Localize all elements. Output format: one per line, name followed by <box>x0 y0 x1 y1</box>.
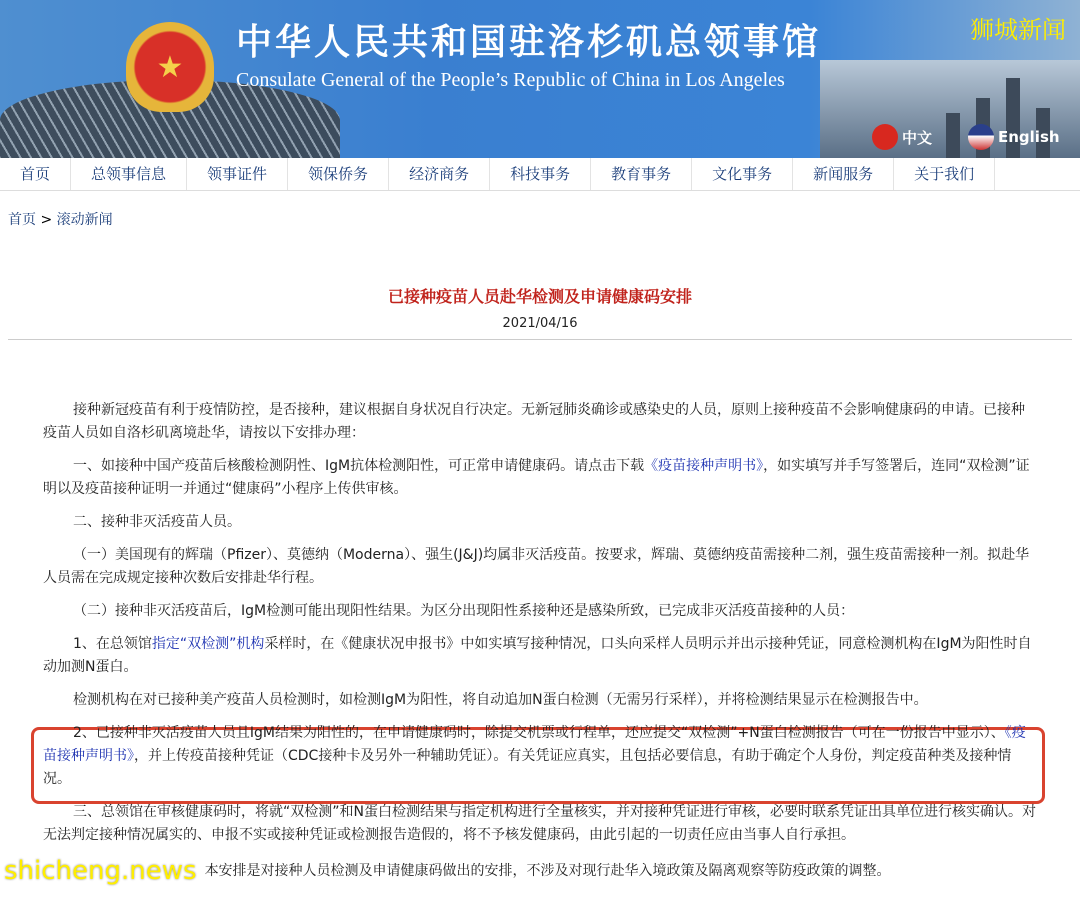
nav-protection[interactable]: 领保侨务 <box>288 158 389 190</box>
paragraph-8: 三、总领馆在审核健康码时，将就“双检测”和N蛋白检测结果与指定机构进行全量核实，并对接种凭证进行审核，必要时联系凭证出具单位进行核实确认。对无法判定接种情况属实的、申报不实或接种凭证或检测报告造假的，将不予核发健康码，由此引起的一切责任应由当事人自行承担。 <box>43 804 1036 843</box>
paragraph-3: （一）美国现有的辉瑞（Pfizer）、莫德纳（Moderna）、强生(J&J)均属非灭活疫苗。按要求，辉瑞、莫德纳疫苗需接种二剂，强生疫苗需接种一剂。拟赴华人员需在完成规定接种次数后安排赴华行程。 <box>43 547 1030 586</box>
nav-culture[interactable]: 文化事务 <box>692 158 793 190</box>
watermark-top: 狮城新闻 <box>970 16 1066 44</box>
paragraph-5 <box>43 633 1038 679</box>
article-title: 已接种疫苗人员赴华检测及申请健康码安排 <box>387 287 692 306</box>
text: ，并上传疫苗接种凭证（CDC接种卡及另外一种辅助凭证）。有关凭证应真实，且包括必要信息，有助于确定个人身份，判定疫苗种类及接种情况。 <box>43 748 1012 787</box>
nav-science[interactable]: 科技事务 <box>490 158 591 190</box>
breadcrumb-current[interactable]: 滚动新闻 <box>56 212 113 228</box>
national-emblem-icon: ★ <box>126 22 214 112</box>
breadcrumb-sep: > <box>40 212 53 228</box>
testing-agency-link[interactable]: 指定“双检测”机构 <box>151 636 265 652</box>
us-flag-icon <box>968 124 994 150</box>
paragraph-6: 检测机构在对已接种美产疫苗人员检测时，如检测IgM为阳性，将自动追加N蛋白检测（无需另行采样），并将检测结果显示在检测报告中。 <box>73 692 928 708</box>
header-banner <box>0 0 1080 158</box>
lang-cn-link[interactable] <box>872 124 932 150</box>
paragraph-9 <box>4 857 1038 885</box>
nav-education[interactable]: 教育事务 <box>591 158 692 190</box>
article-date: 2021/04/16 <box>502 316 578 331</box>
text: 采样时，在《健康状况申报书》中如实填写接种情况，口头向采样人员明示并出示接种凭证，同意检测机构在IgM为阳性时自动加测N蛋白。 <box>43 636 1032 675</box>
nav-consular-docs[interactable]: 领事证件 <box>187 158 288 190</box>
paragraph-4: （二）接种非灭活疫苗后，IgM检测可能出现阳性结果。为区分出现阳性系接种还是感染所致，已完成非灭活疫苗接种的人员： <box>73 603 855 619</box>
paragraph-7 <box>43 722 1038 791</box>
nav-consul-info[interactable]: 总领事信息 <box>71 158 187 190</box>
china-flag-icon <box>872 124 898 150</box>
lang-cn-label: 中文 <box>902 128 933 147</box>
nav-about[interactable]: 关于我们 <box>894 158 995 190</box>
main-nav <box>0 158 1080 191</box>
site-title-en: Consulate General of the People’s Republic of China in Los Angeles <box>236 69 785 91</box>
watermark-bottom: shicheng.news <box>4 856 197 886</box>
divider <box>8 339 1072 340</box>
paragraph-intro: 接种新冠疫苗有利于疫情防控，是否接种，建议根据自身状况自行决定。无新冠肺炎确诊或感染史的人员，原则上接种疫苗不会影响健康码的申请。已接种疫苗人员如自洛杉矶离境赴华，请按以下安排办理： <box>43 402 1025 441</box>
paragraph-9-text: 本安排是对接种人员检测及申请健康码做出的安排，不涉及对现行赴华入境政策及隔离观察等防疫政策的调整。 <box>204 863 891 879</box>
paragraph-2: 二、接种非灭活疫苗人员。 <box>73 514 241 530</box>
site-title-cn: 中华人民共和国驻洛杉矶总领事馆 <box>236 22 822 63</box>
article-body <box>4 399 1038 895</box>
text: 1、在总领馆 <box>73 636 152 652</box>
text: ，如实填写并手写签署后，连同“双检测”证明以及疫苗接种证明一并通过“健康码”小程序上传供审核。 <box>43 458 1030 497</box>
declaration-link-2[interactable]: 《疫苗接种声明书》 <box>43 725 1026 764</box>
lang-en-label: English <box>998 128 1060 146</box>
lang-en-link[interactable] <box>968 124 1060 150</box>
nav-news[interactable]: 新闻服务 <box>793 158 894 190</box>
declaration-link[interactable]: 《疫苗接种声明书》 <box>644 458 764 474</box>
nav-home[interactable]: 首页 <box>0 158 71 190</box>
breadcrumb <box>8 211 113 229</box>
breadcrumb-home[interactable]: 首页 <box>8 212 36 228</box>
text: 2、已接种非灭活疫苗人员且IgM结果为阳性的，在申请健康码时，除提交机票或行程单，还应提交“双检测”+N蛋白检测报告（可在一份报告中显示）、 <box>73 725 1005 741</box>
paragraph-1 <box>43 455 1038 501</box>
text: 一、如接种中国产疫苗后核酸检测阴性、IgM抗体检测阳性，可正常申请健康码。请点击下载 <box>73 458 645 474</box>
nav-economy[interactable]: 经济商务 <box>389 158 490 190</box>
